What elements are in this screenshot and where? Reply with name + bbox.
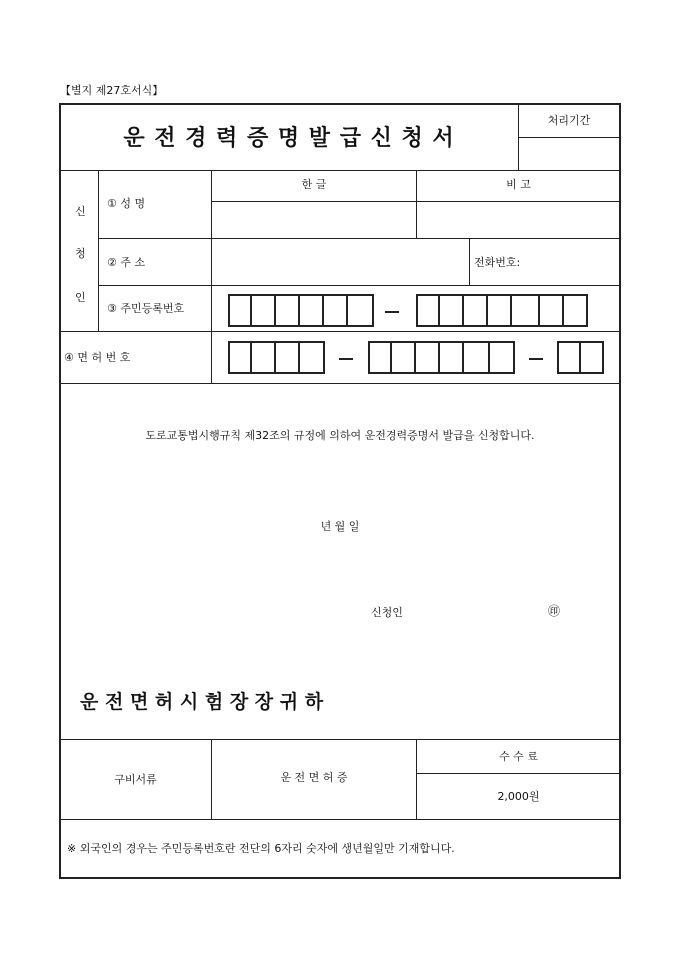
form-number-label: 【별지 제27호서식】: [60, 84, 164, 97]
processing-period-field[interactable]: [520, 139, 618, 168]
documents-value: 운 전 면 허 증: [280, 771, 348, 784]
applicant-signature-field[interactable]: [430, 602, 540, 622]
applicant-label-3: 인: [75, 291, 86, 304]
remarks-header: 비 고: [506, 178, 531, 191]
processing-period-label: 처리기간: [547, 114, 591, 127]
applicant-label-1: 신: [75, 205, 86, 218]
fee-header: 수 수 료: [499, 750, 538, 763]
address-input[interactable]: [213, 240, 468, 284]
license-dash-2: [529, 358, 543, 360]
phone-label: 전화번호:: [474, 256, 521, 269]
seal-mark: ㊞: [548, 604, 561, 618]
form-title: 운 전 경 력 증 명 발 급 신 청 서: [123, 125, 455, 151]
application-statement: 도로교통법시행규칙 제32조의 규정에 의하여 운전경력증명서 발급을 신청합니다.: [145, 429, 535, 442]
footnote: ※ 외국인의 경우는 주민등록번호란 전단의 6자리 숫자에 생년월일만 기재합니다.: [67, 842, 455, 855]
addressee: 운 전 면 허 시 험 장 장 귀 하: [80, 691, 324, 713]
applicant-sign-label: 신청인: [371, 606, 403, 619]
date-line[interactable]: 년 월 일: [320, 520, 360, 533]
applicant-label-2: 청: [75, 247, 86, 260]
remarks-input[interactable]: [418, 203, 618, 236]
name-label: ① 성 명: [107, 197, 146, 210]
license-number-label: ④ 면 허 번 호: [64, 351, 131, 364]
name-hangul-input[interactable]: [213, 203, 414, 236]
documents-label: 구비서류: [114, 773, 157, 786]
address-label: ② 주 소: [107, 256, 146, 269]
license-dash-1: [339, 358, 353, 360]
resident-number-label: ③ 주민등록번호: [107, 302, 185, 315]
resident-number-dash: [385, 311, 399, 313]
fee-value: 2,000원: [497, 790, 540, 803]
hangul-header: 한 글: [301, 178, 327, 191]
